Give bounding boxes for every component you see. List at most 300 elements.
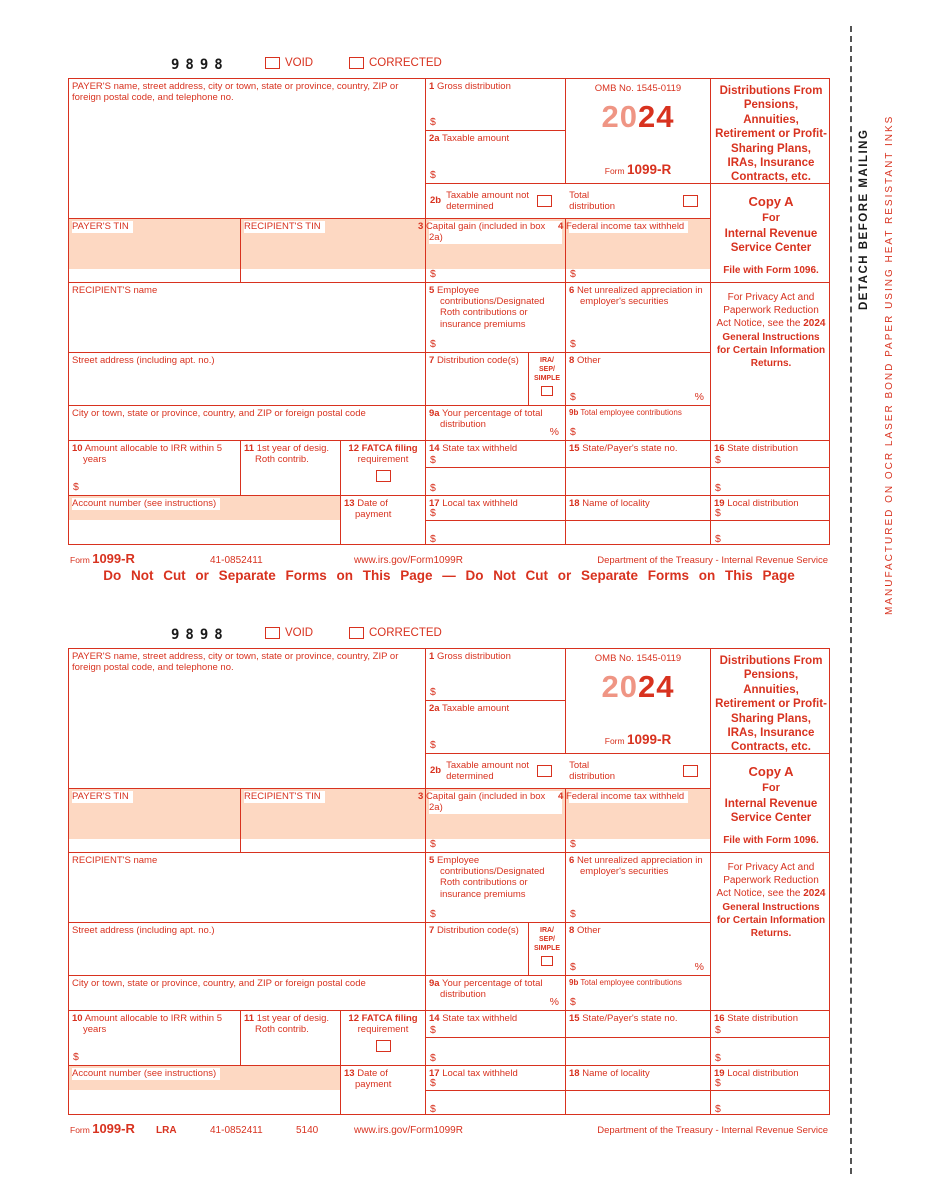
box19-dollar-sign-2: $: [715, 532, 721, 545]
box9b-total-contributions-cell[interactable]: [566, 406, 711, 441]
box12-text: requirement: [357, 1024, 409, 1036]
box9b-dollar-sign: $: [570, 425, 576, 438]
box13-date-of-payment-cell[interactable]: [341, 1066, 426, 1115]
box10-dollar-sign: $: [73, 1050, 79, 1063]
form-title: Distributions From Pensions, Annuities, Retirement or Profit-Sharing Plans, IRAs, Insurance Contracts, etc.: [715, 85, 827, 184]
copy-for-label: For: [762, 782, 780, 795]
copy-a-cell: [711, 754, 830, 853]
box9a-percent-sign: %: [549, 995, 559, 1008]
box11-roth-year-cell[interactable]: [241, 441, 341, 496]
box17-local-tax-cell[interactable]: [426, 496, 566, 545]
manufactured-note-text: MANUFACTURED ON OCR LASER BOND PAPER USING HEAT RESISTANT INKS: [884, 114, 895, 615]
box11-text: 1st year of desig. Roth contrib.: [255, 1013, 330, 1036]
footer-print-code: 5140: [296, 1125, 319, 1136]
account-number-label: Account number (see instructions): [72, 1068, 220, 1080]
box16-line1[interactable]: [711, 1011, 830, 1038]
box5-num: 5: [429, 855, 435, 866]
corrected-checkbox[interactable]: [349, 627, 364, 639]
void-label: VOID: [285, 57, 314, 69]
box6-net-unrealized-cell[interactable]: [566, 853, 711, 923]
recipient-tin-label: RECIPIENT'S TIN: [244, 791, 325, 803]
account-number-cell[interactable]: [69, 1066, 341, 1115]
box8-other-cell[interactable]: [566, 923, 711, 976]
box8-other-cell[interactable]: [566, 353, 711, 406]
box2b-num: 2b: [430, 765, 442, 777]
box18-locality-cell[interactable]: [566, 496, 711, 545]
box13-date-of-payment-cell[interactable]: [341, 496, 426, 545]
box9a-percentage-cell[interactable]: [426, 406, 566, 441]
box9b-label: [569, 408, 707, 417]
box7-distribution-code-cell[interactable]: [426, 923, 529, 976]
footer-irs-url[interactable]: www.irs.gov/Form1099R: [354, 1125, 463, 1136]
payer-info-label: PAYER'S name, street address, city or town, state or province, country, ZIP or foreign postal code, and telephone no.: [72, 81, 399, 104]
recipient-name-label: RECIPIENT'S name: [72, 855, 158, 866]
box10-text: Amount allocable to IRR within 5 years: [83, 443, 222, 466]
box15-state-number-cell[interactable]: [566, 441, 711, 496]
form-copy-bottom: [68, 625, 830, 1136]
year-left-digits: 20: [601, 99, 638, 135]
box1-text: Gross distribution: [436, 651, 511, 662]
box4-dollar-sign: $: [570, 837, 576, 850]
copy-destination-label: Internal Revenue Service Center: [724, 228, 818, 255]
corrected-label: CORRECTED: [369, 627, 442, 639]
form-grid: [68, 648, 830, 1115]
privacy-notice-cell: [711, 283, 830, 441]
corrected-group: [349, 57, 442, 69]
city-state-zip-cell[interactable]: [69, 976, 426, 1011]
ira-sep-simple-cell: [529, 923, 566, 976]
box9b-num: 9b: [569, 978, 579, 987]
box1-gross-distribution-cell[interactable]: [426, 79, 566, 131]
payer-info-label: PAYER'S name, street address, city or town, state or province, country, ZIP or foreign postal code, and telephone no.: [72, 651, 399, 674]
taxable-not-determined-checkbox[interactable]: [537, 765, 552, 777]
ira-sep-simple-checkbox[interactable]: [541, 386, 553, 396]
box6-num: 6: [569, 855, 575, 866]
box6-dollar-sign: $: [570, 907, 576, 920]
box19-label: [714, 498, 828, 509]
perforation-line: [850, 26, 852, 1174]
box2b-cell: [426, 184, 711, 219]
box8-label: [569, 925, 707, 936]
box14-line2[interactable]: [426, 468, 565, 495]
box7-label: [429, 355, 525, 366]
recipient-name-label: RECIPIENT'S name: [72, 285, 158, 296]
omb-cell: [566, 79, 711, 184]
box9a-num: 9a: [429, 408, 440, 419]
footer-form-number: 1099-R: [92, 1121, 135, 1136]
recipient-name-cell[interactable]: [69, 283, 426, 353]
form-id: [566, 732, 710, 748]
box5-label: [429, 855, 562, 900]
box16-dollar-sign-1: $: [715, 453, 721, 466]
box3-capital-gain-cell[interactable]: [418, 789, 566, 853]
box3-text: Capital gain (included in box 2a): [425, 791, 546, 814]
box3-label: [418, 221, 562, 244]
box15-line1[interactable]: [566, 441, 710, 468]
payer-info-cell[interactable]: [69, 649, 426, 789]
box19-num: 19: [714, 498, 725, 509]
ocr-form-code: 9898: [171, 627, 229, 643]
form-copy-top: [68, 55, 830, 566]
footer-form-word: Form: [70, 555, 90, 565]
box9a-text: Your percentage of total distribution: [440, 408, 543, 431]
box14-line1[interactable]: [426, 1011, 565, 1038]
year-right-digits: 24: [638, 669, 675, 705]
form-title: Distributions From Pensions, Annuities, Retirement or Profit-Sharing Plans, IRAs, Insurance Contracts, etc.: [715, 655, 827, 754]
box10-irr-cell[interactable]: [69, 441, 241, 496]
box2a-num: 2a: [429, 133, 440, 144]
street-address-cell[interactable]: [69, 353, 426, 406]
ira-sep-simple-label: IRA/ SEP/ SIMPLE: [533, 927, 561, 953]
box19-num: 19: [714, 1068, 725, 1079]
box13-text: Date of payment: [355, 1068, 392, 1091]
omb-number: OMB No. 1545-0119: [594, 83, 682, 94]
box2a-dollar-sign: $: [430, 168, 436, 181]
box10-num: 10: [72, 1013, 83, 1024]
box19-dollar-sign-2: $: [715, 1102, 721, 1115]
box4-federal-tax-cell[interactable]: [558, 219, 711, 283]
file-with-1096-label: File with Form 1096.: [723, 265, 819, 277]
box3-dollar-sign: $: [430, 267, 436, 280]
box18-num: 18: [569, 498, 580, 509]
box6-dollar-sign: $: [570, 337, 576, 350]
box19-line2[interactable]: [711, 1091, 830, 1115]
form-top-strip: [68, 625, 830, 646]
box2a-dollar-sign: $: [430, 738, 436, 751]
privacy-bold-text: 2024 General Instructions for Certain Information Returns.: [716, 888, 826, 939]
footer-department: Department of the Treasury - Internal Revenue Service: [597, 555, 828, 566]
box16-state-distribution-cell[interactable]: [711, 441, 830, 496]
file-with-1096-label: File with Form 1096.: [723, 835, 819, 847]
box12-num: 12: [348, 443, 359, 454]
recipient-tin-cell[interactable]: [241, 789, 426, 853]
fatca-checkbox[interactable]: [376, 470, 391, 482]
box18-text: Name of locality: [582, 1068, 650, 1079]
box10-label: [72, 443, 237, 465]
box19-label: [714, 1068, 828, 1079]
copy-destination-label: Internal Revenue Service Center: [724, 798, 818, 825]
footer-department: Department of the Treasury - Internal Revenue Service: [597, 1125, 828, 1136]
box7-num: 7: [429, 355, 435, 366]
ira-sep-simple-checkbox[interactable]: [541, 956, 553, 966]
box17-dollar-sign-2: $: [430, 532, 436, 545]
box5-dollar-sign: $: [430, 907, 436, 920]
box9a-num: 9a: [429, 978, 440, 989]
box12-text-bold: FATCA filing: [361, 443, 418, 454]
form-grid: [68, 78, 830, 545]
box14-dollar-sign-1: $: [430, 1023, 436, 1036]
corrected-checkbox[interactable]: [349, 57, 364, 69]
payer-tin-cell[interactable]: [69, 219, 241, 283]
box17-num: 17: [429, 498, 440, 509]
box9a-label: [429, 408, 562, 430]
ocr-form-code: 9898: [171, 57, 229, 73]
box9b-num: 9b: [569, 408, 579, 417]
city-state-zip-label: City or town, state or province, country, and ZIP or foreign postal code: [72, 978, 366, 989]
form-word: Form: [604, 166, 625, 177]
footer-lra: LRA: [156, 1125, 177, 1136]
void-checkbox[interactable]: [265, 627, 280, 639]
ira-sep-simple-cell: [529, 353, 566, 406]
box17-label: [429, 498, 562, 509]
box16-line1[interactable]: [711, 441, 830, 468]
box3-num: 3: [418, 221, 424, 232]
box3-text: Capital gain (included in box 2a): [425, 221, 546, 244]
corrected-group: [349, 627, 442, 639]
box8-percent-sign: %: [694, 390, 704, 403]
box18-text: Name of locality: [582, 498, 650, 509]
box9b-label: [569, 978, 707, 987]
box8-dollar-sign: $: [570, 960, 576, 973]
form-top-strip: [68, 55, 830, 76]
box17-dollar-sign-2: $: [430, 1102, 436, 1115]
box16-state-distribution-cell[interactable]: [711, 1011, 830, 1066]
box1-label: [429, 81, 562, 92]
footer-form-id: [70, 1121, 156, 1136]
box1-num: 1: [429, 651, 435, 662]
city-state-zip-cell[interactable]: [69, 406, 426, 441]
copy-a-label: Copy A: [748, 194, 794, 209]
copy-for-label: For: [762, 212, 780, 225]
box2a-text: Taxable amount: [442, 703, 510, 714]
box14-num: 14: [429, 1013, 440, 1024]
box2b-label: Taxable amount not determined: [446, 759, 530, 782]
footer-irs-url[interactable]: www.irs.gov/Form1099R: [354, 555, 463, 566]
box13-text: Date of payment: [355, 498, 392, 521]
box19-line1[interactable]: [711, 1066, 830, 1091]
box5-label: [429, 285, 562, 330]
total-distribution-checkbox[interactable]: [683, 765, 698, 777]
box19-text: Local distribution: [727, 1068, 799, 1079]
recipient-tin-label: RECIPIENT'S TIN: [244, 221, 325, 233]
box17-line1[interactable]: [426, 1066, 565, 1091]
detach-before-mailing-text: DETACH BEFORE MAILING: [858, 128, 870, 310]
box18-label: [569, 1068, 707, 1079]
box12-num: 12: [348, 1013, 359, 1024]
box15-label: [569, 1013, 707, 1024]
box11-num: 11: [244, 1013, 255, 1024]
void-checkbox[interactable]: [265, 57, 280, 69]
box3-dollar-sign: $: [430, 837, 436, 850]
box13-num: 13: [344, 498, 355, 509]
box18-line1[interactable]: [566, 1066, 710, 1091]
box15-text: State/Payer's state no.: [582, 443, 678, 454]
box12-fatca-cell: [341, 441, 426, 496]
city-state-zip-label: City or town, state or province, country, and ZIP or foreign postal code: [72, 408, 366, 419]
box19-local-distribution-cell[interactable]: [711, 1066, 830, 1115]
box14-label: [429, 1013, 562, 1024]
box2a-label: [429, 133, 562, 144]
box10-irr-cell[interactable]: [69, 1011, 241, 1066]
box4-label: [558, 221, 688, 233]
box18-locality-cell[interactable]: [566, 1066, 711, 1115]
box2a-taxable-amount-cell[interactable]: [426, 701, 566, 754]
corrected-label: CORRECTED: [369, 57, 442, 69]
box7-text: Distribution code(s): [436, 925, 519, 936]
box1-label: [429, 651, 562, 662]
box8-percent-sign: %: [694, 960, 704, 973]
copy-a-label: Copy A: [748, 764, 794, 779]
box8-label: [569, 355, 707, 366]
fatca-checkbox[interactable]: [376, 1040, 391, 1052]
form-title-cell: [711, 79, 830, 184]
form-footer: [68, 551, 830, 566]
box16-label: [714, 443, 828, 454]
box4-num: 4: [558, 791, 564, 802]
payer-tin-cell[interactable]: [69, 789, 241, 853]
box18-line1[interactable]: [566, 496, 710, 521]
street-address-cell[interactable]: [69, 923, 426, 976]
footer-cat-number: 41-0852411: [210, 1125, 263, 1136]
box16-label: [714, 1013, 828, 1024]
footer-form-word: Form: [70, 1125, 90, 1135]
box16-text: State distribution: [727, 443, 798, 454]
box9a-label: [429, 978, 562, 1000]
box1-dollar-sign: $: [430, 685, 436, 698]
box10-text: Amount allocable to IRR within 5 years: [83, 1013, 222, 1036]
box2a-taxable-amount-cell[interactable]: [426, 131, 566, 184]
box17-text: Local tax withheld: [442, 1068, 518, 1079]
box14-line1[interactable]: [426, 441, 565, 468]
box15-line1[interactable]: [566, 1011, 710, 1038]
box16-line2[interactable]: [711, 1038, 830, 1065]
box4-label: [558, 791, 688, 803]
footer-cat-number: 41-0852411: [210, 555, 263, 566]
box6-net-unrealized-cell[interactable]: [566, 283, 711, 353]
box16-text: State distribution: [727, 1013, 798, 1024]
box9b-text: Total employee contributions: [580, 978, 682, 987]
street-address-label: Street address (including apt. no.): [72, 925, 215, 936]
box12-text-bold: FATCA filing: [361, 1013, 418, 1024]
box5-employee-contributions-cell[interactable]: [426, 853, 566, 923]
box11-num: 11: [244, 443, 255, 454]
void-label: VOID: [285, 627, 314, 639]
box9a-percentage-cell[interactable]: [426, 976, 566, 1011]
box14-label: [429, 443, 562, 454]
box2a-label: [429, 703, 562, 714]
box17-line2[interactable]: [426, 521, 565, 545]
account-number-cell[interactable]: [69, 496, 341, 545]
box13-label: [344, 1068, 422, 1090]
form-1099r-copy: [68, 55, 830, 566]
box2b-label: Taxable amount not determined: [446, 189, 530, 212]
box11-label: [244, 443, 337, 465]
box16-num: 16: [714, 1013, 725, 1024]
box12-fatca-cell: [341, 1011, 426, 1066]
box7-num: 7: [429, 925, 435, 936]
box5-employee-contributions-cell[interactable]: [426, 283, 566, 353]
box17-line1[interactable]: [426, 496, 565, 521]
box15-line2[interactable]: [566, 468, 710, 495]
box17-line2[interactable]: [426, 1091, 565, 1115]
payer-info-cell[interactable]: [69, 79, 426, 219]
omb-number: OMB No. 1545-0119: [594, 653, 682, 664]
tax-year: [569, 669, 707, 705]
privacy-text: For Privacy Act and Paperwork Reduction Act Notice, see the: [716, 292, 819, 330]
box10-dollar-sign: $: [73, 480, 79, 493]
box19-local-distribution-cell[interactable]: [711, 496, 830, 545]
box1-num: 1: [429, 81, 435, 92]
box14-num: 14: [429, 443, 440, 454]
box6-label: [569, 855, 707, 877]
form-footer: [68, 1121, 830, 1136]
box12-label: [344, 443, 422, 465]
box3-capital-gain-cell[interactable]: [418, 219, 566, 283]
box11-text: 1st year of desig. Roth contrib.: [255, 443, 330, 466]
box9b-total-contributions-cell[interactable]: [566, 976, 711, 1011]
omb-cell: [566, 649, 711, 754]
box15-text: State/Payer's state no.: [582, 1013, 678, 1024]
form-title-cell: [711, 649, 830, 754]
box11-roth-year-cell[interactable]: [241, 1011, 341, 1066]
box19-text: Local distribution: [727, 498, 799, 509]
box4-num: 4: [558, 221, 564, 232]
recipient-name-cell[interactable]: [69, 853, 426, 923]
box9a-percent-sign: %: [549, 425, 559, 438]
box1-gross-distribution-cell[interactable]: [426, 649, 566, 701]
box14-line2[interactable]: [426, 1038, 565, 1065]
box19-dollar-sign-1: $: [715, 506, 721, 519]
footer-form-id: [70, 551, 156, 566]
void-group: [265, 57, 313, 69]
box7-distribution-code-cell[interactable]: [426, 353, 529, 406]
box15-line2[interactable]: [566, 1038, 710, 1065]
box4-text: Federal income tax withheld: [565, 791, 685, 802]
box17-dollar-sign-1: $: [430, 1076, 436, 1089]
box17-local-tax-cell[interactable]: [426, 1066, 566, 1115]
total-distribution-checkbox[interactable]: [683, 195, 698, 207]
form-number: 1099-R: [626, 732, 672, 748]
box15-state-number-cell[interactable]: [566, 1011, 711, 1066]
box16-dollar-sign-1: $: [715, 1023, 721, 1036]
box13-label: [344, 498, 422, 520]
box14-state-tax-cell[interactable]: [426, 1011, 566, 1066]
privacy-text: For Privacy Act and Paperwork Reduction Act Notice, see the: [716, 862, 819, 900]
box6-text: Net unrealized appreciation in employer's securities: [576, 855, 703, 878]
taxable-not-determined-checkbox[interactable]: [537, 195, 552, 207]
payer-tin-label: PAYER'S TIN: [72, 791, 133, 803]
street-address-label: Street address (including apt. no.): [72, 355, 215, 366]
form-word: Form: [604, 736, 625, 747]
box19-line1[interactable]: [711, 496, 830, 521]
account-number-label: Account number (see instructions): [72, 498, 220, 510]
box18-line2[interactable]: [566, 1091, 710, 1115]
box2b-cell: [426, 754, 711, 789]
box4-dollar-sign: $: [570, 267, 576, 280]
box12-text: requirement: [357, 454, 409, 466]
total-distribution-label: Total distribution: [569, 759, 616, 782]
do-not-cut-text: Do Not Cut or Separate Forms on This Page — Do Not Cut or Separate Forms on This Page: [103, 568, 795, 583]
box8-dollar-sign: $: [570, 390, 576, 403]
box5-dollar-sign: $: [430, 337, 436, 350]
year-right-digits: 24: [638, 99, 675, 135]
box10-num: 10: [72, 443, 83, 454]
recipient-tin-cell[interactable]: [241, 219, 426, 283]
box16-num: 16: [714, 443, 725, 454]
privacy-bold-text: 2024 General Instructions for Certain Information Returns.: [716, 318, 826, 369]
box19-line2[interactable]: [711, 521, 830, 545]
tax-year: [569, 99, 707, 135]
box17-dollar-sign-1: $: [430, 506, 436, 519]
box14-state-tax-cell[interactable]: [426, 441, 566, 496]
box18-line2[interactable]: [566, 521, 710, 545]
box19-dollar-sign-1: $: [715, 1076, 721, 1089]
box14-dollar-sign-1: $: [430, 453, 436, 466]
box8-text: Other: [576, 355, 601, 366]
box9b-dollar-sign: $: [570, 995, 576, 1008]
box4-federal-tax-cell[interactable]: [558, 789, 711, 853]
box16-line2[interactable]: [711, 468, 830, 495]
